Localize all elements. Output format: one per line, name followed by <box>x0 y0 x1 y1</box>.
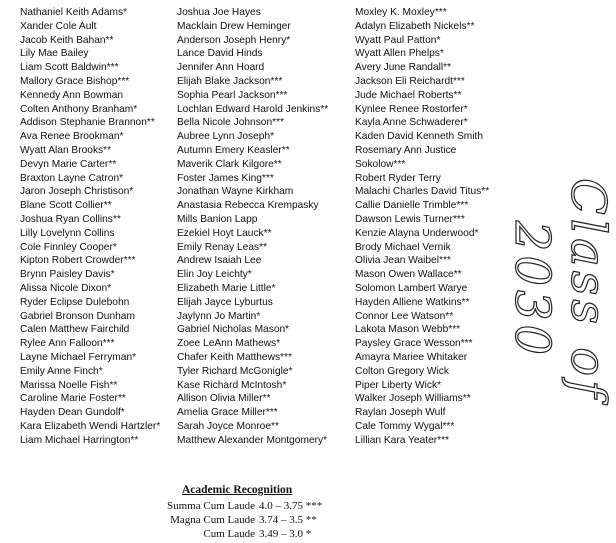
student-name: Avery June Randall** <box>355 62 452 74</box>
student-name: Olivia Jean Waibel*** <box>355 255 451 267</box>
student-name: Robert Ryder Terry <box>355 172 441 184</box>
student-name: Amayra Mariee Whitaker <box>355 351 468 363</box>
student-name: Joshua Joe Hayes <box>177 7 261 18</box>
student-name: Kenzie Alayna Underwood* <box>355 227 479 239</box>
recognition-heading: Academic Recognition <box>182 484 293 496</box>
student-name: Sophia Pearl Jackson*** <box>177 89 288 101</box>
student-name: Mallory Grace Bishop*** <box>20 75 130 87</box>
student-name: Ava Renee Brookman* <box>20 131 124 143</box>
student-name: Dawson Lewis Turner*** <box>355 213 465 225</box>
student-name: Aubree Lynn Joseph* <box>177 131 275 143</box>
student-name: Adalyn Elizabeth Nickels** <box>355 20 475 32</box>
student-name: Jacob Keith Bahan** <box>20 34 114 46</box>
names-column-3 <box>355 6 489 448</box>
student-name: Colton Gregory Wick <box>355 365 449 377</box>
student-name: Chafer Keith Matthews*** <box>177 351 292 363</box>
student-name: Tyler Richard McGonigle* <box>177 365 293 377</box>
student-name: Blane Scott Collier** <box>20 200 112 212</box>
student-name: Gabriel Nicholas Mason* <box>177 324 290 336</box>
student-name: Kaden David Kenneth Smith <box>355 131 483 143</box>
student-name: Paysley Grace Wesson*** <box>355 338 473 350</box>
gpa-range: 3.49 – 3.0 * <box>259 528 312 540</box>
student-name: Liam Scott Baldwin*** <box>20 62 119 74</box>
student-name: Mason Owen Wallace** <box>355 269 462 281</box>
student-name: Connor Lee Watson** <box>355 310 454 322</box>
student-name: Malachi Charles David Titus** <box>355 186 490 198</box>
student-name: Kayla Anne Schwaderer* <box>355 117 468 129</box>
student-name: Lillian Kara Yeater*** <box>355 434 450 446</box>
student-name: Zoee LeAnn Mathews* <box>177 338 281 350</box>
student-name: Raylan Joseph Wulf <box>355 407 446 419</box>
student-name: Walker Joseph Williams** <box>355 393 471 405</box>
student-name: Matthew Alexander Montgomery* <box>177 434 328 446</box>
student-name: Piper Liberty Wick* <box>355 379 442 391</box>
student-name: Andrew Isaiah Lee <box>177 255 262 267</box>
honor-label: Cum Laude <box>203 528 255 540</box>
student-name: Elijah Jayce Lyburtus <box>177 296 273 308</box>
student-name: Maverik Clark Kilgore** <box>177 158 282 170</box>
student-name: Xander Cole Ault <box>20 20 97 32</box>
student-name: Ezekiel Hoyt Lauck** <box>177 227 272 239</box>
student-name: Jaron Joseph Christison* <box>20 186 134 198</box>
student-name: Jude Michael Roberts** <box>355 89 462 101</box>
student-name: Jennifer Ann Hoard <box>177 62 265 74</box>
student-name: Marissa Noelle Fish** <box>20 379 118 391</box>
honor-label: Magna Cum Laude <box>170 514 255 526</box>
student-name: Elijah Blake Jackson*** <box>177 75 283 87</box>
student-name: Sokolow*** <box>355 158 406 170</box>
student-name: Layne Michael Ferryman* <box>20 351 137 363</box>
student-name: Macklain Drew Heminger <box>177 20 291 32</box>
student-name: Foster James King*** <box>177 172 274 184</box>
student-name: Wyatt Alan Brooks** <box>20 144 112 156</box>
student-name: Kara Elizabeth Wendi Hartzler* <box>20 420 161 432</box>
honor-label: Summa Cum Laude <box>167 500 255 512</box>
student-name: Callie Danielle Trimble*** <box>355 200 469 212</box>
student-name: Moxley K. Moxley*** <box>355 7 447 18</box>
student-name: Hayden Alliene Watkins** <box>355 296 470 308</box>
student-name: Lance David Hinds <box>177 48 263 60</box>
student-name: Hayden Dean Gundolf* <box>20 407 125 419</box>
student-name: Allison Olivia Miller** <box>177 393 271 405</box>
student-name: Alissa Nicole Dixon* <box>20 282 112 294</box>
student-name: Mills Banion Lapp <box>177 213 258 225</box>
gpa-range: 3.74 – 3.5 ** <box>259 514 317 526</box>
student-name: Jackson Eli Reichardt*** <box>355 75 465 87</box>
class-title: Class of 2030 <box>504 178 616 402</box>
student-name: Lochlan Edward Harold Jenkins** <box>177 103 329 115</box>
student-name: Ryder Eclipse Dulebohn <box>20 296 130 308</box>
student-name: Liam Michael Harrington** <box>20 434 139 446</box>
student-name: Kynlee Renee Rostorfer* <box>355 103 468 115</box>
names-column-1 <box>20 6 160 448</box>
student-name: Joshua Ryan Collins** <box>20 213 121 225</box>
student-name: Calen Matthew Fairchild <box>20 324 130 336</box>
student-name: Kennedy Ann Bowman <box>20 89 124 101</box>
student-name: Anderson Joseph Henry* <box>177 34 291 46</box>
student-name: Caroline Marie Foster** <box>20 393 126 405</box>
student-name: Braxton Layne Catron* <box>20 172 124 184</box>
student-name: Addison Stephanie Brannon** <box>20 117 155 129</box>
student-name: Lilly Lovelynn Collins <box>20 227 115 239</box>
student-name: Emily Anne Finch* <box>20 365 103 377</box>
student-name: Solomon Lambert Warye <box>355 282 468 294</box>
student-name: Rosemary Ann Justice <box>355 144 457 156</box>
student-name: Wyatt Allen Phelps* <box>355 48 444 60</box>
student-name: Bella Nicole Johnson*** <box>177 117 285 129</box>
student-name: Sarah Joyce Monroe** <box>177 420 279 432</box>
names-column-2 <box>177 6 328 448</box>
student-name: Jonathan Wayne Kirkham <box>177 186 294 198</box>
gpa-range: 4.0 – 3.75 *** <box>259 500 323 512</box>
student-name: Cole Finnley Cooper* <box>20 241 117 253</box>
student-name: Colten Anthony Branham* <box>20 103 138 115</box>
student-name: Elizabeth Marie Little* <box>177 282 276 294</box>
student-name: Kipton Robert Crowder*** <box>20 255 136 267</box>
student-name: Nathaniel Keith Adams* <box>20 7 128 18</box>
student-name: Brynn Paisley Davis* <box>20 269 115 281</box>
student-name: Gabriel Bronson Dunham <box>20 310 135 322</box>
student-name: Jaylynn Jo Martin* <box>177 310 261 322</box>
student-name: Devyn Marie Carter** <box>20 158 117 170</box>
student-name: Cale Tommy Wygal*** <box>355 420 455 432</box>
student-name: Amelia Grace Miller*** <box>177 407 278 419</box>
student-name: Kase Richard McIntosh* <box>177 379 287 391</box>
student-name: Elin Joy Leichty* <box>177 269 252 281</box>
student-name: Lakota Mason Webb*** <box>355 324 461 336</box>
student-name: Emily Renay Leas** <box>177 241 268 253</box>
student-name: Wyatt Paul Patton* <box>355 34 441 46</box>
student-name: Anastasia Rebecca Krempasky <box>177 200 319 212</box>
student-name: Lily Mae Bailey <box>20 48 89 60</box>
student-name: Rylee Ann Falloon*** <box>20 338 115 350</box>
student-name: Autumn Emery Keasler** <box>177 144 290 156</box>
student-name: Brody Michael Vernik <box>355 241 451 253</box>
